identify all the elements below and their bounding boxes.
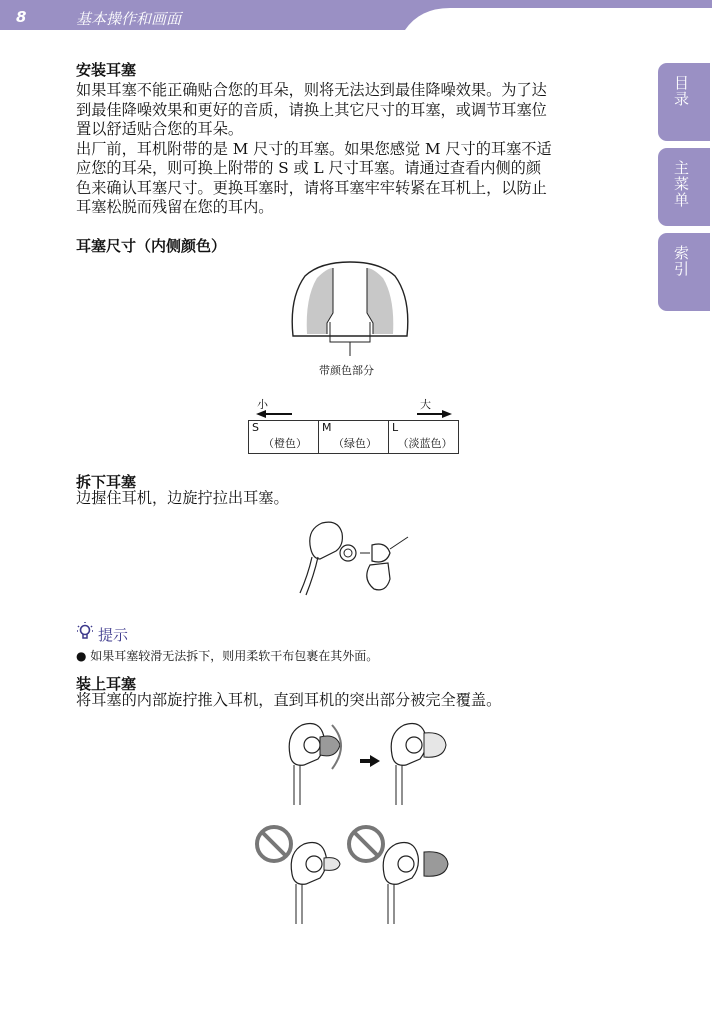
remove-text: 边握住耳机，边旋拧拉出耳塞。 bbox=[76, 489, 289, 507]
page-number: 8 bbox=[16, 8, 27, 26]
small-label: 小 bbox=[257, 398, 268, 411]
size-cell-m bbox=[319, 421, 389, 454]
install-body bbox=[76, 81, 621, 218]
install-line: 色来确认耳塞尺寸。更换耳塞时，请将耳塞牢牢转紧在耳机上，以防止 bbox=[76, 178, 547, 197]
install-line: 到最佳降噪效果和更好的音质，请换上其它尺寸的耳塞，或调节耳塞位 bbox=[76, 100, 547, 119]
tab-main-menu-label: 主菜单 bbox=[672, 160, 690, 208]
install-line: 置以舒适贴合您的耳朵。 bbox=[76, 120, 244, 138]
install-line: 出厂前，耳机附带的是 M 尺寸的耳塞。如果您感觉 M 尺寸的耳塞不适 bbox=[76, 139, 552, 158]
install-line: 如果耳塞不能正确贴合您的耳朵，则将无法达到最佳降噪效果。为了达 bbox=[76, 81, 547, 99]
tab-index[interactable] bbox=[658, 233, 710, 311]
size-cell-l bbox=[389, 421, 459, 454]
size-color: （淡蓝色） bbox=[397, 437, 453, 450]
remove-earbud-illustration bbox=[290, 515, 420, 605]
tab-index-label: 索引 bbox=[672, 245, 690, 277]
size-letter: M bbox=[322, 421, 332, 434]
tip-item bbox=[76, 647, 378, 664]
attach-earbud-illustration bbox=[280, 715, 450, 810]
remove-heading: 拆下耳塞 bbox=[76, 473, 137, 491]
tip-title: 提示 bbox=[98, 626, 129, 644]
size-heading: 耳塞尺寸（内侧颜色） bbox=[76, 237, 227, 255]
lightbulb-icon bbox=[76, 622, 94, 642]
size-color: （绿色） bbox=[333, 437, 377, 450]
attach-heading: 装上耳塞 bbox=[76, 675, 137, 693]
header-title: 基本操作和画面 bbox=[76, 10, 182, 28]
tip-text: 如果耳塞较滑无法拆下，则用柔软干布包裹在其外面。 bbox=[90, 649, 379, 663]
size-letter: S bbox=[252, 421, 259, 434]
large-label: 大 bbox=[420, 398, 431, 411]
earbud-cross-section-figure bbox=[285, 258, 415, 358]
page-header bbox=[0, 0, 712, 30]
colored-part-caption: 带颜色部分 bbox=[319, 364, 374, 377]
tab-main-menu[interactable] bbox=[658, 148, 710, 226]
size-cell-s bbox=[249, 421, 319, 454]
install-heading: 安装耳塞 bbox=[76, 61, 137, 79]
size-letter: L bbox=[392, 421, 399, 434]
bullet-icon: ● bbox=[76, 649, 91, 663]
incorrect-attach-illustration bbox=[252, 818, 457, 928]
tab-toc-label: 目录 bbox=[672, 75, 690, 107]
size-color: （橙色） bbox=[263, 437, 307, 450]
earbud-size-table bbox=[248, 420, 459, 454]
install-line: 耳塞松脱而残留在您的耳内。 bbox=[76, 198, 274, 216]
attach-text: 将耳塞的内部旋拧推入耳机，直到耳机的突出部分被完全覆盖。 bbox=[76, 691, 502, 709]
tab-toc[interactable] bbox=[658, 63, 710, 141]
size-arrows bbox=[252, 408, 457, 420]
install-line: 应您的耳朵，则可换上附带的 S 或 L 尺寸耳塞。请通过查看内侧的颜 bbox=[76, 159, 542, 177]
